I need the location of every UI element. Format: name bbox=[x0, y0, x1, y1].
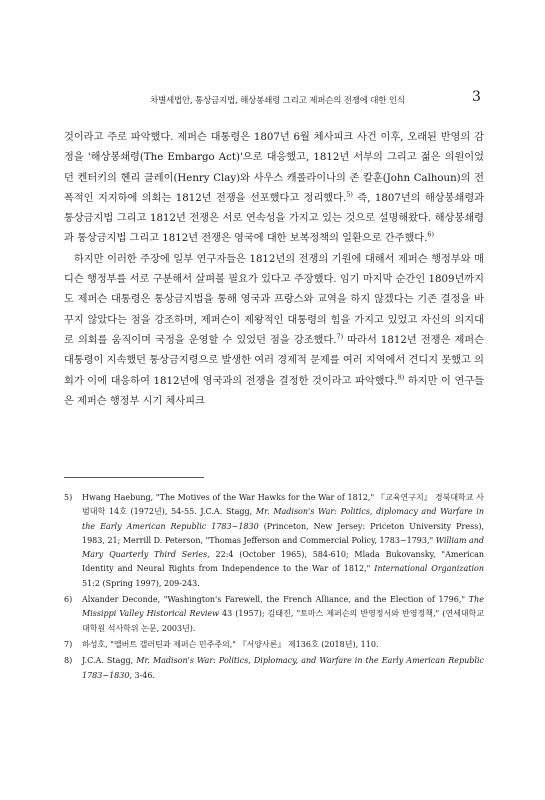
footnote-text bbox=[82, 491, 484, 591]
paragraph-2-text-b: 따라서 1812년 전쟁은 제퍼슨 대통령이 지속했던 통상금지령으로 발생한 여러 경제적 문제를 여러 지역에서 견디지 못했고 의회가 이에 대응하여 1812년에 영국과의 전쟁을 결정한 것이라고 파악했다. bbox=[64, 334, 484, 387]
footnote-text bbox=[82, 593, 484, 636]
footnote-title-italic: International Organization bbox=[374, 564, 484, 574]
footnote-ref-8: 8) bbox=[397, 373, 405, 382]
footnote-5 bbox=[64, 491, 484, 591]
paragraph-1-text-b: 즉, 1807년의 해상봉쇄령과 통상금지법 그리고 1812년 전쟁은 서로 연속성을 가지고 있는 것으로 설명해왔다. 해상봉쇄령과 통상금지법 그리고 1812년 전쟁은 영국에 대한 보복정책의 일환으로 간주했다. bbox=[64, 192, 484, 245]
footnote-title-italic: William and Mary Quarterly Third Series, bbox=[82, 535, 484, 560]
paragraph-1-text-a: 것이라고 주로 파악했다. 제퍼슨 대통령은 1807년 6월 체사피크 사건 이후, 오래된 반영의 감정을 '해상봉쇄령(The Embargo Act)'으로 대응했고, 1812년 서부의 그리고 젊은 의원이었던 켄터키의 헨리 클레이(Henry Clay)와 사우스 캐롤라이나의 존 칼훈(John Calhoun)의 전폭적인 지지하에 의회는 1812년 전쟁을 선포했다고 정리했다. bbox=[64, 132, 484, 204]
paragraph-2-text-a: 하지만 이러한 주장에 일부 연구자들은 1812년의 전쟁의 기원에 대해서 제퍼슨 행정부와 매디슨 행정부를 서로 구분해서 살펴볼 필요가 있다고 주장했다. 임기 마지막 순간인 1809년까지도 제퍼슨 대통령은 통상금지법을 통해 영국과 프랑스와 교역을 하지 않겠다는 기존 결정을 바꾸지 않았다는 점을 강조하며, 제퍼슨이 제왕적인 대통령의 힘을 가지고 있었고 자신의 의지대로 의회를 움직이며 국정을 운영할 수 있었던 점을 강조했다. bbox=[64, 253, 484, 346]
footnote-divider bbox=[64, 477, 204, 478]
footnote-8 bbox=[64, 654, 484, 683]
footnote-ref-6: 6) bbox=[427, 231, 435, 240]
footnote-number: 5) bbox=[64, 493, 73, 502]
footnote-text-part: 하성호, "앨버트 갤러틴과 제퍼슨 민주주의," 『서양사론』 제136호 (2018년), 110. bbox=[82, 639, 379, 649]
footnote-text-part: Hwang Haebung, "The Motives of the War Hawks for the War of 1812," 『교육연구지』 경북대학교 사범대학 14호 (1972년), 54-55. J.C.A. Stagg, bbox=[82, 493, 484, 517]
footnote-text bbox=[82, 654, 484, 683]
footnote-text-part: 3-46. bbox=[131, 670, 156, 680]
running-title: 차별세법안, 통상금지법, 해상봉쇄령 그리고 제퍼슨의 전쟁에 대한 인식 bbox=[150, 96, 405, 106]
page-number: 3 bbox=[472, 89, 481, 105]
footnote-number: 8) bbox=[64, 656, 73, 666]
footnote-7 bbox=[64, 638, 484, 652]
footnote-text-part: 43 (1957); 김태진, "토마스 제퍼슨의 반영정서와 반영정책," (연세대학교 대학원 석사학위 논문, 2003년). bbox=[82, 609, 484, 633]
paragraph-1 bbox=[64, 128, 484, 250]
footnote-title-italic: Mr. Madison's War: Politics, diplomacy and Warfare in the Early American Republic 1783~1830 bbox=[82, 507, 485, 531]
paragraph-2 bbox=[64, 250, 484, 412]
footnote-ref-5: 5) bbox=[346, 190, 353, 199]
footnote-6 bbox=[64, 593, 484, 636]
footnote-number: 6) bbox=[64, 595, 73, 605]
footnote-text bbox=[82, 638, 484, 652]
footnote-ref-7: 7) bbox=[336, 332, 344, 341]
footnote-text-part: (Princeton, New Jersey: Priceton University Press), 1983, 21; Merrill D. Peterson, "Thomas Jefferson and Commercial Policy, 1783~1793," bbox=[82, 521, 484, 545]
paragraph-2-text-c: 하지만 이 연구들은 제퍼슨 행정부 시기 체사피크 bbox=[64, 375, 484, 407]
footnote-title-italic: Mr. Madison's War: Politics, Diplomacy, and Warfare in the Early American Republic 1783~1830, bbox=[82, 656, 484, 680]
footnote-number: 7) bbox=[64, 639, 73, 649]
footnote-text-part: Alxander Deconde, "Washington's Farewell, the French Alliance, and the Election of 1796," bbox=[82, 595, 469, 605]
footnotes bbox=[64, 491, 484, 685]
footnote-text-part: 22:4 (October 1965), 584-610; Mlada Bukovansky, "American Identity and Neural Rights from Independence to the War of 1812," bbox=[82, 550, 484, 574]
body-text bbox=[64, 128, 484, 412]
footnote-text-part: J.C.A. Stagg, bbox=[82, 656, 137, 666]
footnote-title-italic: The Missippi Valley Historical Review bbox=[82, 595, 484, 619]
footnote-text-part: 51:2 (Spring 1997), 209-243. bbox=[82, 578, 200, 588]
